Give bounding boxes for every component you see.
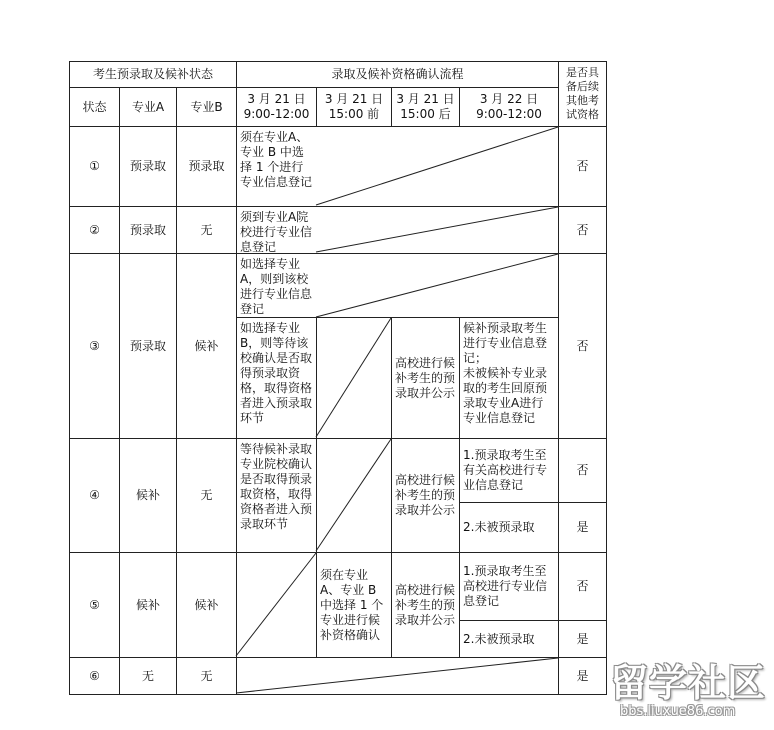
row4-eligibility-a: 否 bbox=[576, 463, 589, 477]
row3-step-3: 高校进行候补考生的预录取并公示 bbox=[395, 355, 456, 400]
row4-step-4b: 2.未被预录取 bbox=[463, 520, 535, 534]
header-group-status: 考生预录取及候补状态 bbox=[92, 67, 213, 81]
header-time-4: 3 月 22 日 9:00-12:00 bbox=[476, 92, 542, 121]
row5-step-4b: 2.未被预录取 bbox=[463, 631, 535, 646]
row4-step-4a: 1.预录取考生至有关高校进行专业信息登记 bbox=[463, 448, 548, 492]
row5-status: ⑤ bbox=[89, 597, 100, 612]
row3-step-1a: 如选择专业A，则到该校进行专业信息登记 bbox=[240, 257, 313, 316]
row3-major-a: 预录取 bbox=[129, 338, 166, 353]
row6-status: ⑥ bbox=[89, 668, 100, 683]
row5-major-a: 候补 bbox=[135, 597, 160, 612]
row2-status: ② bbox=[89, 222, 100, 237]
row5-eligibility-b: 是 bbox=[576, 631, 589, 646]
row1-status: ① bbox=[89, 159, 100, 173]
row1-step-1: 须在专业A、专业 B 中选择 1 个进行专业信息登记 bbox=[240, 130, 313, 189]
row6-major-a: 无 bbox=[141, 668, 154, 683]
row5-step-4a: 1.预录取考生至高校进行专业信息登记 bbox=[463, 564, 548, 608]
header-major-a: 专业A bbox=[131, 99, 165, 114]
row3-step-4: 候补预录取考生进行专业信息登记； 未被候补专业录取的考生回原预录取专业A进行专业信息登记 bbox=[463, 321, 548, 425]
header-time-3: 3 月 21 日 15:00 后 bbox=[396, 92, 455, 121]
watermark-logo: 留学社区 bbox=[610, 661, 767, 705]
row1-eligibility: 否 bbox=[576, 159, 589, 173]
row6-eligibility: 是 bbox=[576, 668, 589, 683]
row1-major-b: 预录取 bbox=[188, 159, 225, 173]
row6-major-b: 无 bbox=[200, 668, 213, 683]
row4-major-b: 无 bbox=[200, 488, 213, 502]
header-status: 状态 bbox=[82, 99, 107, 114]
header-group-process: 录取及候补资格确认流程 bbox=[331, 67, 464, 81]
row4-eligibility-b: 是 bbox=[576, 520, 589, 534]
row5-major-b: 候补 bbox=[194, 597, 219, 612]
watermark-url: bbs.liuxue86.com bbox=[620, 704, 736, 719]
header-major-b: 专业B bbox=[190, 99, 223, 114]
row4-step-3: 高校进行候补考生的预录取并公示 bbox=[395, 473, 456, 517]
row2-major-a: 预录取 bbox=[129, 222, 166, 237]
row3-major-b: 候补 bbox=[194, 338, 219, 353]
row4-step-1: 等待候补录取专业院校确认是否取得预录取资格，取得资格者进入预录取环节 bbox=[240, 442, 313, 531]
header-time-2: 3 月 21 日 15:00 前 bbox=[324, 92, 384, 121]
row2-eligibility: 否 bbox=[576, 222, 589, 237]
row3-eligibility: 否 bbox=[576, 338, 589, 353]
row1-major-a: 预录取 bbox=[129, 159, 166, 173]
row5-step-2: 须在专业A、专业 B 中选择 1 个专业进行候补资格确认 bbox=[320, 567, 384, 642]
row5-step-3: 高校进行候补考生的预录取并公示 bbox=[395, 582, 456, 627]
row2-step-1: 须到专业A院校进行专业信息登记 bbox=[240, 210, 313, 254]
row3-step-1b: 如选择专业B，则等待该校确认是否取得预录取资格，取得资格者进入预录取环节 bbox=[240, 321, 313, 425]
header-time-1: 3 月 21 日 9:00-12:00 bbox=[243, 92, 310, 121]
row3-status: ③ bbox=[89, 338, 100, 353]
header-eligibility: 是否具 备后续 其他考 试资格 bbox=[566, 66, 599, 121]
row2-major-b: 无 bbox=[200, 222, 213, 237]
row5-eligibility-a: 否 bbox=[576, 579, 589, 593]
row4-major-a: 候补 bbox=[135, 488, 160, 502]
row4-status: ④ bbox=[89, 488, 100, 502]
